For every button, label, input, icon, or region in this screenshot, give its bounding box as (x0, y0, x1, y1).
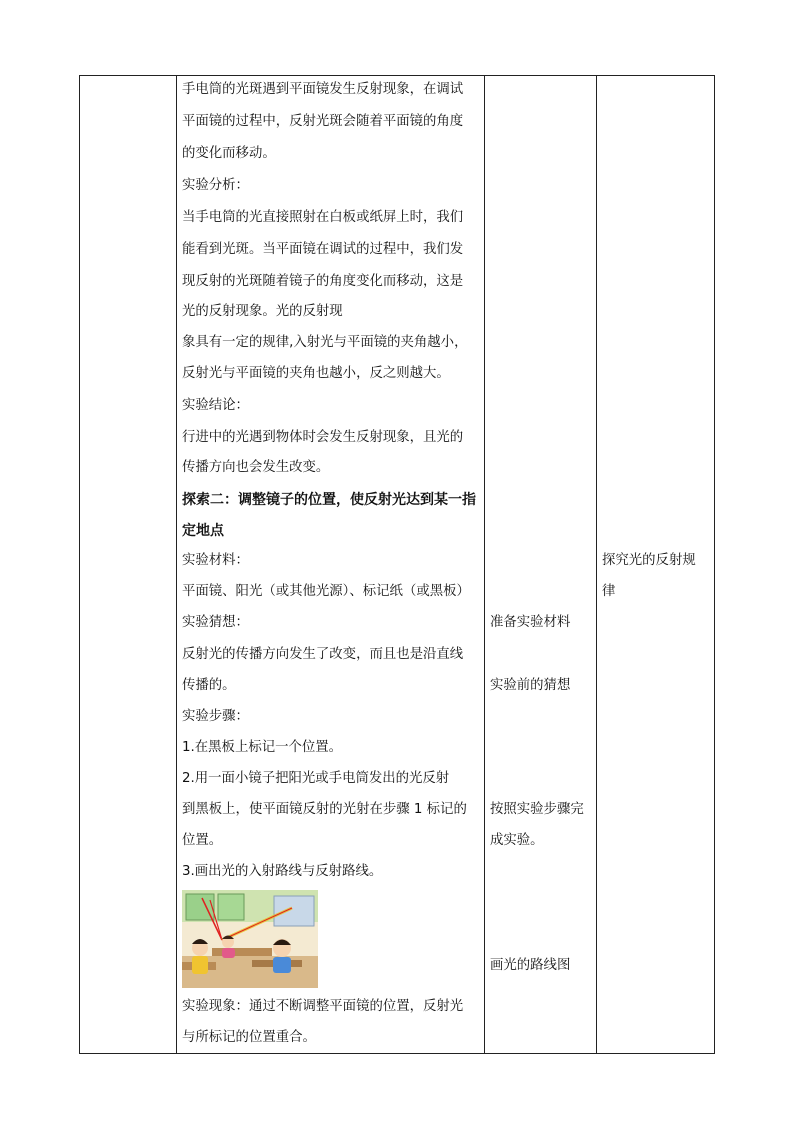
column-divider-3 (596, 76, 597, 1053)
step-line: 1.在黑板上标记一个位置。 (182, 740, 343, 755)
column-divider-1 (176, 76, 177, 1053)
purpose-line: 探究光的反射规 (602, 553, 696, 568)
content-line: 象具有一定的规律,入射光与平面镜的夹角越小， (182, 335, 468, 350)
content-line: 平面镜的过程中，反射光斑会随着平面镜的角度 (182, 114, 464, 129)
content-line: 行进中的光遇到物体时会发生反射现象，且光的 (182, 430, 464, 445)
content-line: 与所标记的位置重合。 (182, 1030, 316, 1045)
step-line: 位置。 (182, 833, 223, 848)
content-line: 光的反射现象。光的反射现 (182, 304, 343, 319)
exploration-heading: 定地点 (182, 523, 224, 539)
content-line: 平面镜、阳光（或其他光源）、标记纸（或黑板） (182, 584, 470, 599)
section-label: 实验材料： (182, 553, 249, 568)
classroom-illustration (182, 890, 318, 988)
content-line: 反射光的传播方向发生了改变，而且也是沿直线 (182, 647, 464, 662)
content-line: 反射光与平面镜的夹角也越小，反之则越大。 (182, 366, 450, 381)
content-line: 的变化而移动。 (182, 146, 276, 161)
content-line: 实验现象：通过不断调整平面镜的位置，反射光 (182, 999, 464, 1014)
step-line: 2.用一面小镜子把阳光或手电筒发出的光反射 (182, 771, 450, 786)
column-divider-2 (484, 76, 485, 1053)
section-label: 实验结论： (182, 398, 249, 413)
section-label: 实验分析： (182, 178, 249, 193)
student-activity-item: 实验前的猜想 (490, 678, 571, 693)
content-line: 传播方向也会发生改变。 (182, 460, 330, 475)
section-label: 实验猜想： (182, 615, 249, 630)
section-label: 实验步骤： (182, 709, 249, 724)
content-line: 当手电筒的光直接照射在白板或纸屏上时，我们 (182, 210, 464, 225)
content-line: 现反射的光斑随着镜子的角度变化而移动，这是 (182, 274, 464, 289)
step-line: 3.画出光的入射路线与反射路线。 (182, 864, 383, 879)
purpose-line: 律 (602, 584, 616, 599)
student-activity-item: 按照实验步骤完 (490, 802, 584, 817)
exploration-heading: 探索二：调整镜子的位置，使反射光达到某一指 (182, 492, 476, 508)
student-activity-item: 成实验。 (490, 833, 544, 848)
content-line: 能看到光斑。当平面镜在调试的过程中，我们发 (182, 242, 464, 257)
content-line: 传播的。 (182, 678, 236, 693)
student-activity-item: 画光的路线图 (490, 958, 571, 973)
content-line: 手电筒的光斑遇到平面镜发生反射现象，在调试 (182, 82, 464, 97)
step-line: 到黑板上，使平面镜反射的光射在步骤 1 标记的 (182, 802, 467, 817)
student-activity-item: 准备实验材料 (490, 615, 571, 630)
